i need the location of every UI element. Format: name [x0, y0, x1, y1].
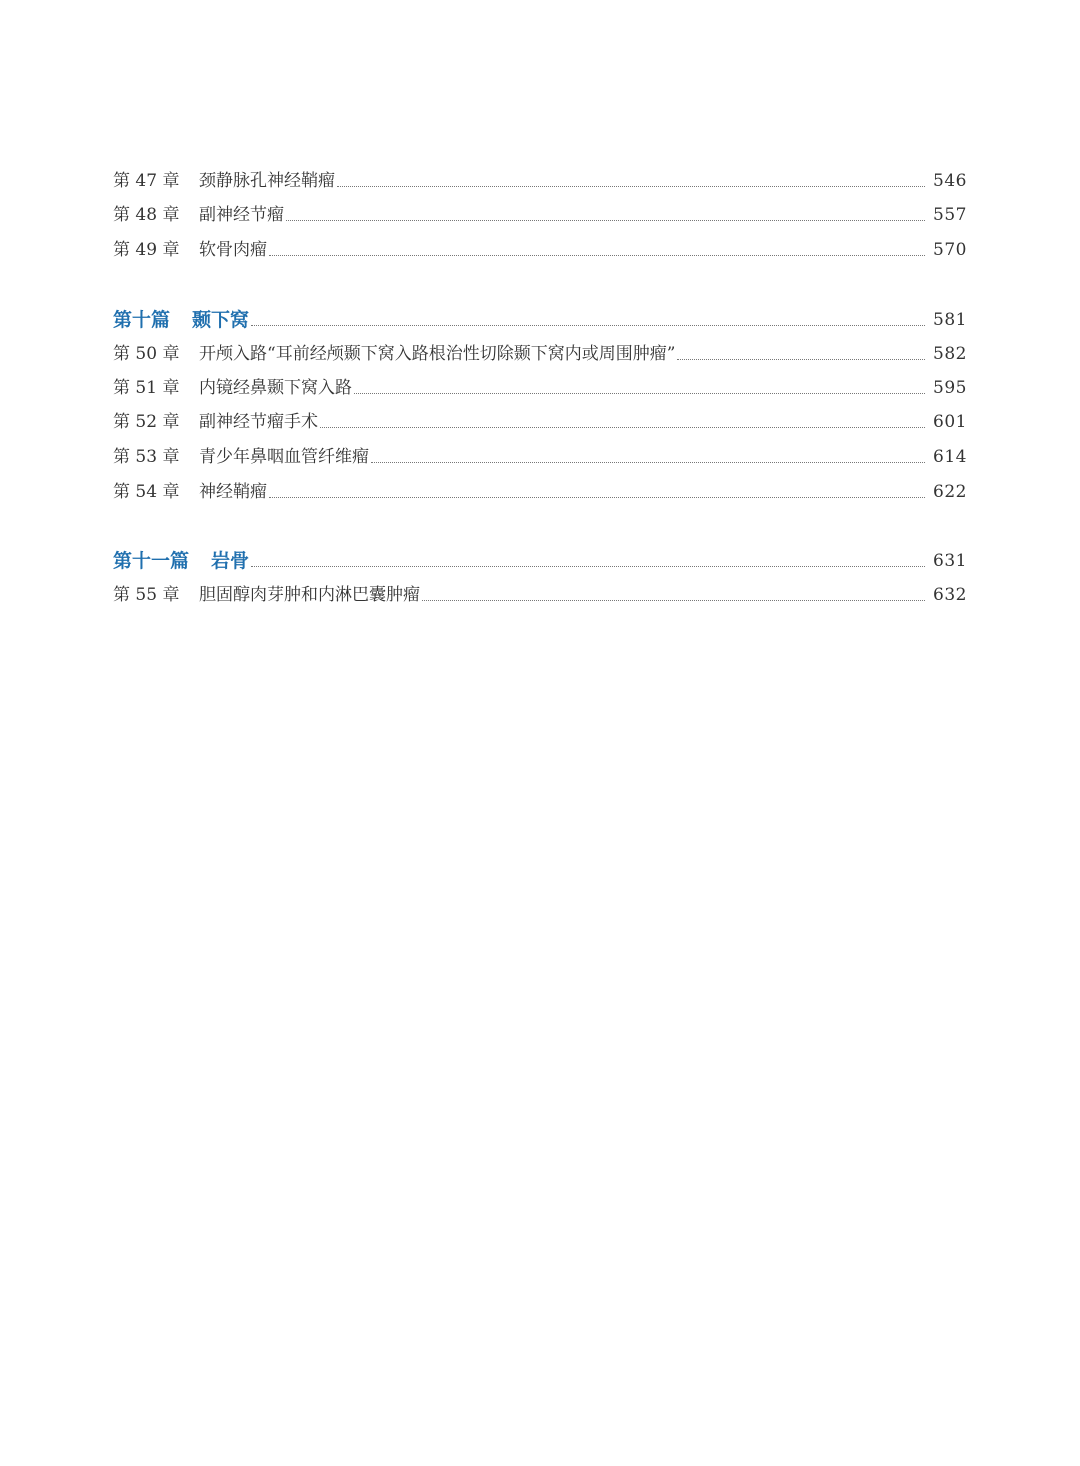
part-title: 岩骨 [211, 550, 250, 572]
chapter-title: 青少年鼻咽血管纤维瘤 [199, 447, 369, 467]
chapter-title: 神经鞘瘤 [199, 482, 267, 502]
toc-row-chapter-53[interactable] [113, 442, 967, 468]
page-number: 582 [933, 344, 967, 364]
toc-row-part-10[interactable] [113, 305, 967, 331]
toc-row-part-11[interactable] [113, 546, 967, 572]
toc-row-chapter-52[interactable] [113, 407, 967, 433]
chapter-title: 颈静脉孔神经鞘瘤 [199, 171, 335, 191]
toc-row-chapter-49[interactable] [113, 235, 967, 261]
toc-row-chapter-48[interactable] [113, 200, 967, 226]
chapter-number: 第 49 章 [113, 240, 180, 260]
page-number: 622 [933, 482, 967, 502]
page-number: 631 [933, 551, 967, 571]
chapter-number: 第 48 章 [113, 205, 180, 225]
chapter-title: 副神经节瘤手术 [199, 412, 318, 432]
chapter-number: 第 54 章 [113, 482, 180, 502]
part-number: 第十一篇 [113, 550, 190, 572]
dot-leader [286, 219, 925, 221]
toc-row-chapter-47[interactable] [113, 166, 967, 192]
chapter-number: 第 50 章 [113, 344, 180, 364]
part-title: 颞下窝 [192, 309, 250, 331]
toc-row-chapter-51[interactable] [113, 373, 967, 399]
dot-leader [251, 324, 925, 326]
chapter-number: 第 51 章 [113, 378, 180, 398]
chapter-number: 第 55 章 [113, 585, 180, 605]
chapter-number: 第 47 章 [113, 171, 180, 191]
dot-leader [320, 426, 925, 428]
page-number: 614 [933, 447, 967, 467]
chapter-title: 软骨肉瘤 [199, 240, 267, 260]
dot-leader [371, 461, 925, 463]
chapter-number: 第 53 章 [113, 447, 180, 467]
dot-leader [422, 599, 925, 601]
toc-row-chapter-54[interactable] [113, 477, 967, 503]
dot-leader [251, 565, 925, 567]
page-number: 601 [933, 412, 967, 432]
dot-leader [354, 392, 925, 394]
page-number: 570 [933, 240, 967, 260]
toc-row-chapter-50[interactable] [113, 339, 967, 365]
toc-row-chapter-55[interactable] [113, 580, 967, 606]
page-number: 557 [933, 205, 967, 225]
page-number: 595 [933, 378, 967, 398]
dot-leader [677, 358, 925, 360]
chapter-title: 内镜经鼻颞下窝入路 [199, 378, 352, 398]
page-number: 546 [933, 171, 967, 191]
chapter-number: 第 52 章 [113, 412, 180, 432]
chapter-title: 开颅入路“耳前经颅颞下窝入路根治性切除颞下窝内或周围肿瘤” [199, 344, 676, 364]
page-number: 632 [933, 585, 967, 605]
chapter-title: 胆固醇肉芽肿和内淋巴囊肿瘤 [199, 585, 420, 605]
dot-leader [269, 496, 925, 498]
dot-leader [269, 254, 925, 256]
page-number: 581 [933, 310, 967, 330]
chapter-title: 副神经节瘤 [199, 205, 284, 225]
part-number: 第十篇 [113, 309, 171, 331]
dot-leader [337, 185, 925, 187]
